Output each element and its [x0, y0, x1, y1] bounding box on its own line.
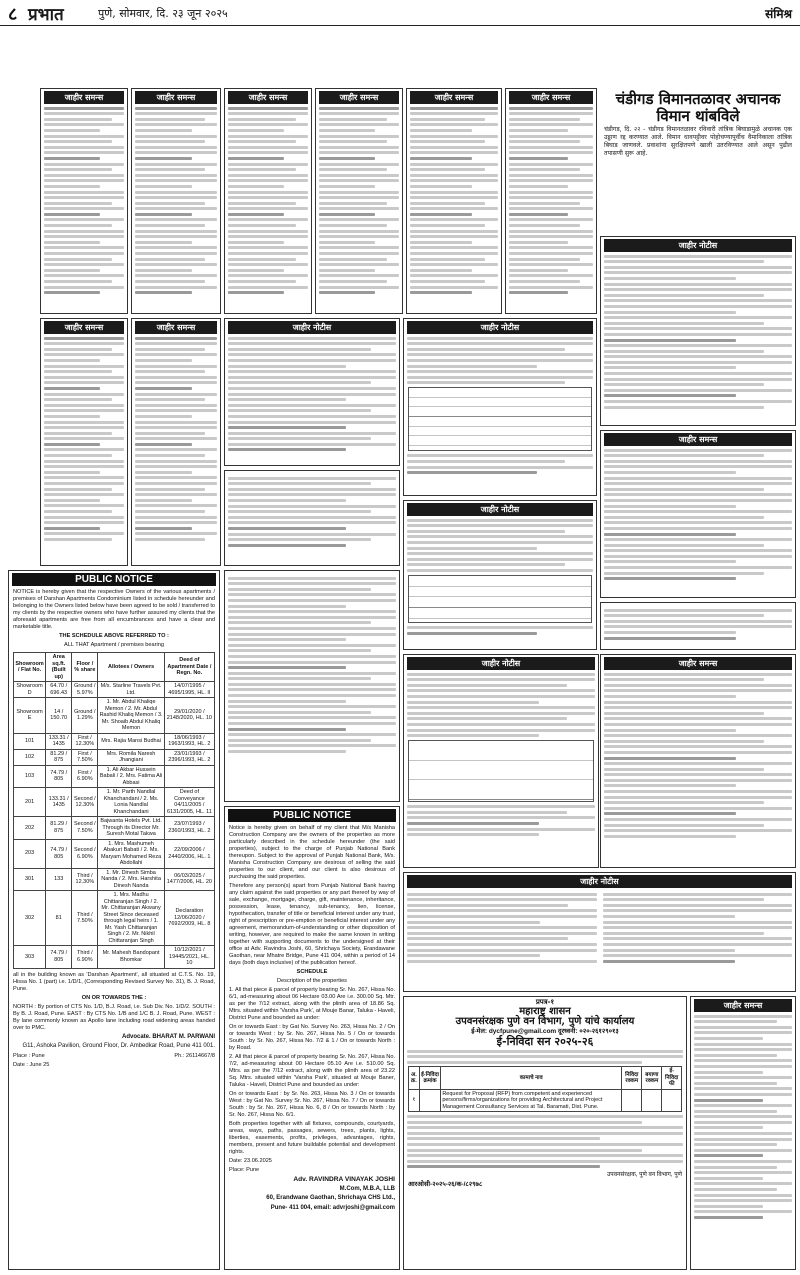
col-flat: Showroom / Flat No.: [14, 653, 46, 682]
advocate-name: Advocate. BHARAT M. PARWANI: [121, 1033, 215, 1040]
pn-mid-property-1-bounds: On or towards East : by Gat No. Survey No. 263, Hissa No. 2 / On or towards West : by Sr. No. 267, Hissa No. 5 / On or towards South : by Sr. No. 267, Hissa No. 7/2 & 1 / On or towards North : by Road.: [229, 1024, 395, 1051]
summons-header: जाहीर समन्स: [410, 91, 498, 104]
summons-box-4: [315, 88, 403, 314]
notice-box-center-3: [224, 470, 400, 566]
boundaries: NORTH : By portion of CTS No. 1/D, B.J. Road, i.e. Sub Div. No. 1/D/2. SOUTH : By B. J. Road, Pune. EAST : By CTS No. 1/B and 1/C B. J. Road, Pune. WEST : By lane commonly known as Apollo lane including road widening areas handed over to PMC.: [13, 1003, 215, 1031]
schedule-cell-area: 81.29 / 875: [46, 749, 72, 765]
schedule-row: [14, 868, 215, 891]
schedule-cell-area: 74.79 / 805: [46, 946, 72, 969]
schedule-cell-area: 74.79 / 805: [46, 839, 72, 868]
schedule-cell-area: 133.31 / 1435: [46, 733, 72, 749]
schedule-cell-no: 301: [14, 868, 46, 891]
masthead: [0, 0, 800, 26]
schedule-header-row: [14, 653, 215, 682]
schedule-cell-deed: 14/07/1995 / 4695/1995, HL. II: [164, 682, 214, 698]
schedule-cell-no: 101: [14, 733, 46, 749]
summons-box-right-3: [600, 654, 796, 868]
notice-header: जाहीर नोटीस: [407, 657, 595, 670]
tender-contact: ई-मेल: dycfpune@gmail.com दूरध्वनी: ०२०-२६१२९०१३: [471, 1028, 619, 1035]
pn-mid-place: Place: Pune: [229, 1167, 260, 1173]
tender-row: [409, 1089, 682, 1112]
public-notice-header: PUBLIC NOTICE: [12, 573, 216, 586]
schedule-row: [14, 749, 215, 765]
section-title: संमिश्र: [765, 7, 792, 21]
summons-header: जाहीर समन्स: [44, 91, 124, 104]
summons-header: जाहीर समन्स: [228, 91, 308, 104]
place-date-row: [9, 1052, 219, 1061]
schedule-cell-deed: 06/03/2025 / 1477/2006, HL. 20: [164, 868, 214, 891]
tender-office: उपवनसंरक्षक पुणे वन विभाग, पुणे यांचे कार्यालय: [455, 1016, 635, 1027]
notice-header: जाहीर नोटीस: [407, 875, 792, 888]
newspaper-logo: प्रभात: [28, 5, 64, 25]
schedule-row: [14, 839, 215, 868]
schedule-cell-floor: Second / 12.30%: [72, 788, 98, 817]
schedule-cell-floor: Third / 12.30%: [72, 868, 98, 891]
tender-row-no: १: [409, 1089, 420, 1112]
col-floor: Floor / % share: [72, 653, 98, 682]
summons-header: जाहीर समन्स: [694, 999, 792, 1012]
schedule-cell-owner: 1. Mr. Dinesh Simba Nanda / 2. Mrs. Harshita Dinesh Nanda: [98, 868, 164, 891]
schedule-cell-deed: Deed of Conveyance 04/11/2005 / 6131/2005, HL. 11: [164, 788, 214, 817]
schedule-cell-deed: Declaration 12/06/2020 / 7692/2009, HL. 8: [164, 891, 214, 946]
summons-box-5: [406, 88, 502, 314]
schedule-cell-deed: 23/01/1993 / 2396/1993, HL. 2: [164, 749, 214, 765]
tender-col-emd: बयाणा रक्कम: [642, 1067, 662, 1090]
tender-col-fee: ई-निविदा फी: [662, 1067, 682, 1090]
tender-col-no: अ. क्र.: [409, 1067, 420, 1090]
tender-row-name: Request for Proposal (RFP) from competent and experienced persons/firms/organizations for providing Architectural and Project Management Consultancy Services: [442, 1090, 603, 1110]
schedule-cell-owner: 1. Mrs. Mashumeh Abakuri Babati / 2. Ms. Maryam Mohamed Reza Abdollahi: [98, 839, 164, 868]
schedule-row: [14, 946, 215, 969]
tender-form: प्रपत्र-१: [535, 997, 555, 1006]
pn-mid-advocate: Adv. RAVINDRA VINAYAK JOSHI: [293, 1176, 395, 1183]
notice-table: [408, 387, 592, 451]
notice-box-center-5: [224, 570, 400, 802]
news-headline: चंडीगड विमानतळावर अचानक विमान थांबविले: [615, 90, 781, 125]
advocate-address: G11, Ashoka Pavilion, Ground Floor, Dr. Ambedkar Road, Pune 411 001.: [22, 1043, 215, 1049]
schedule-row: [14, 788, 215, 817]
tender-sign: उपवनसंरक्षक, पुणे वन विभाग, पुणे: [607, 1171, 682, 1178]
schedule-cell-area: 133: [46, 868, 72, 891]
notice-box-center-1: [224, 318, 400, 466]
phone: Ph.: 26114667/8: [174, 1052, 215, 1059]
schedule-cell-no: Showroom D: [14, 682, 46, 698]
schedule-cell-no: 102: [14, 749, 46, 765]
schedule-cell-owner: Mrs. Rajia Mansi Budhai: [98, 733, 164, 749]
tender-col-amount: निविदा रक्कम: [622, 1067, 642, 1090]
schedule-cell-floor: First / 7.50%: [72, 749, 98, 765]
tender-col-name: कामाचे नाव: [441, 1067, 622, 1090]
notice-box-right-3: [600, 602, 796, 650]
pn-mid-degree: M.Com, M.B.A, LLB: [339, 1185, 395, 1192]
col-deed: Deed of Apartment Date / Regn. No.: [164, 653, 214, 682]
schedule-row: [14, 765, 215, 788]
schedule-cell-deed: 18/06/1993 / 1963/1993, HL. 2: [164, 733, 214, 749]
page-number: ८: [8, 4, 18, 25]
schedule-cell-floor: Second / 6.90%: [72, 839, 98, 868]
schedule-cell-no: 302: [14, 891, 46, 946]
tender-govt: महाराष्ट्र शासन: [519, 1006, 571, 1017]
summons-box-right-2: [600, 430, 796, 598]
schedule-row: [14, 733, 215, 749]
summons-box-6: [505, 88, 597, 314]
schedule-cell-no: 202: [14, 817, 46, 840]
tender-table: [408, 1066, 682, 1112]
schedule-cell-floor: Ground / 5.97%: [72, 682, 98, 698]
schedule-cell-owner: M/s. Starline Travels Pvt. Ltd.: [98, 682, 164, 698]
summons-header: जाहीर समन्स: [319, 91, 399, 104]
summons-box-3: [224, 88, 312, 314]
col-area: Area sq.ft. (Built up): [46, 653, 72, 682]
schedule-cell-owner: Mr. Mahesh Bandopant Bhomkar: [98, 946, 164, 969]
public-notice-left: [8, 570, 220, 1270]
schedule-cell-deed: 22/09/2006 / 2440/2006, HL. 1: [164, 839, 214, 868]
schedule-table: [13, 652, 215, 969]
notice-box-right-1: [600, 236, 796, 426]
schedule-cell-no: 103: [14, 765, 46, 788]
schedule-cell-owner: Bajwanta Hotels Pvt. Ltd. Through its Director Mr. Suresh Motal Takwa: [98, 817, 164, 840]
notice-table: [408, 740, 594, 802]
pn-mid-intro: Notice is hereby given on behalf of my client that M/s Manisha Construction Company are the owners of the properties as more particularly described in the schedule hereunder (the said properties), subject to the charge of Punjab National Bank thereupon. Subject to the approval of Punjab National Bank, M/s. Manisha Construction Company are desirous of selling the said properties to our client, and our client is also desirous of purchasing the said properties.: [229, 825, 395, 880]
schedule-title: THE SCHEDULE ABOVE REFERRED TO :: [59, 633, 169, 639]
summons-header: जाहीर समन्स: [509, 91, 593, 104]
schedule-cell-floor: Third / 6.90%: [72, 946, 98, 969]
notice-box-center-6: [403, 654, 599, 868]
summons-header: जाहीर समन्स: [135, 91, 217, 104]
tender-col-id: ई-निविदा क्रमांक: [419, 1067, 441, 1090]
schedule-cell-area: 81.29 / 875: [46, 817, 72, 840]
schedule-cell-floor: Third / 7.50%: [72, 891, 98, 946]
dateline: पुणे, सोमवार, दि. २३ जून २०२५: [98, 7, 228, 20]
schedule-cell-floor: Second / 7.50%: [72, 817, 98, 840]
schedule-cell-floor: First / 6.90%: [72, 765, 98, 788]
schedule-cell-owner: 1. Ali Akbar Hussein Babali / 2. Mrs. Fatima Ali Abbasi: [99, 766, 163, 786]
boundaries-title: ON OR TOWARDS THE :: [81, 994, 147, 1001]
news-article: [600, 88, 796, 233]
pn-mid-schedule-sub: Description of the properties: [277, 978, 347, 984]
schedule-cell-deed: 10/12/2021 / 19445/2021, HL. 10: [164, 946, 214, 969]
summons-header: जाहीर समन्स: [604, 657, 792, 670]
notice-header: जाहीर नोटीस: [228, 321, 396, 334]
tender-header-row: [409, 1067, 682, 1090]
notice-header: जाहीर नोटीस: [604, 239, 792, 252]
notice-box-center-2: [403, 318, 597, 496]
notice-box-wide: [403, 872, 796, 992]
schedule-cell-area: 14 / 150.70: [46, 698, 72, 734]
pn-mid-property-3: Both properties together with all fixtures, compounds, courtyards, areas, ways, paths, passages, sewers, trees, plants, lights, liberties, easements, profits, privileges, advantages, rights, members, present and future buildable potential and development rights.: [229, 1121, 395, 1155]
public-notice-mid: [224, 806, 400, 1270]
schedule-cell-owner: 1. Mr. Parth Nandlal Khanchandani / 2. Ms. Lonia Nandlal Khanchandani: [98, 788, 164, 817]
summons-header: जाहीर समन्स: [135, 321, 217, 334]
summons-header: जाहीर समन्स: [604, 433, 792, 446]
pn-mid-property-1: 1. All that piece & parcel of property bearing Sr. No. 267, Hissa No. 6/1, ad-measuring about 06 Hectare 03.00 Are i.e. 300.00 Sq. Mtr. as per the 7/12 extract, along with the plinth area of 18.86 Sq. Mtrs. situated within 'Varsha Park', at Mouje Banar, Taluka - Haveli, District Pune and bounded as under:: [229, 987, 395, 1021]
pn-mid-address2: Pune- 411 004, email: advrjoshi@gmail.com: [270, 1204, 395, 1211]
schedule-cell-no: 201: [14, 788, 46, 817]
schedule-cell-deed: [164, 765, 214, 788]
schedule-cell-deed: 23/07/1993 / 2360/1993, HL. 2: [164, 817, 214, 840]
tender-notice: [403, 996, 687, 1270]
schedule-cell-deed: 29/01/2020 / 2148/2020, HL. 10: [164, 698, 214, 734]
pn-mid-address1: 60, Erandwane Gaothan, Shrichaya CHS Ltd.,: [266, 1195, 395, 1201]
summons-box-2: [131, 88, 221, 314]
public-notice-intro: NOTICE is hereby given that the respective Owners of the various apartments / premises of Darshan Apartments Condominium listed in schedule hereunder and belonging to the Owners listed below have been agreed to be sold / transferred to my clients by the respective owners who have further assured my clients that the aforesaid apartments are free from all encumbrances and have a clear and marketable title.: [13, 589, 215, 630]
notice-header: जाहीर नोटीस: [407, 503, 593, 516]
tender-ref: आरओसी-२०२५-२६/क-/८२९७८: [408, 1180, 483, 1188]
summons-header: जाहीर समन्स: [44, 321, 124, 334]
news-body: चंडीगड, दि. २२ - चंडीगड विमानतळावर रविवारी तांत्रिक बिघाडामुळे अचानक एक उड्डाण रद्द करण्यात आले. विमान धावपट्टीवर पोहोचण्यापूर्वीच वैमानिकाला तांत्रिक बिघाड जाणवले. प्रवाशांना सुरक्षितपणे खाली उतरविण्यात आले असून पुढील तपासणी सुरू आहे.: [604, 126, 792, 157]
schedule-cell-floor: First / 12.30%: [72, 733, 98, 749]
schedule-cell-owner: 1. Mrs. Madhu Chittaranjan Singh / 2. Mr. Chittaranjan Akwany Street Since deceased through legal heirs / 1. Mr. Yash Chittaranjan Singh / 2. Mr. Nikhil Chittaranjan Singh: [98, 891, 164, 946]
schedule-cell-area: 74.79 / 805: [46, 765, 72, 788]
pn-mid-claim: Therefore any person(s) apart from Punjab National Bank having any claim against the said properties or any part thereof by way of sale, exchange, mortgage, charge, gift, maintenance, inheritance, possession, lease, tenancy, sub-tenancy, lien, license, hypothecation, transfer of title or beneficial interest under any trust, right of prescription or pre-emption or beneficial interest under any agreement, memorandum-of-understanding or other disposition of writing, however, are required to make the same known in writing together with supporting documents to the undersigned at their office at Adv. Ravindra Joshi, 60, Shrichaya Society, Erandawane Gaothan, near Mhatre Bridge, Pune 411 004, within a period of 14 days (both days inclusive) of the publication hereof.: [229, 883, 395, 966]
pn-mid-property-2-bounds: On or towards East : by Sr. No. 263, Hissa No. 3 / On or towards West : by Gat No. Survey Sr. No. 267, Hissa No. 7 / On or towards South : by Sr. No. 267, Hissa No. 6, 8 / On or towards North : by Sr. No. 267, Hissa No. 6/1.: [229, 1091, 395, 1118]
schedule-subtitle: ALL THAT Apartment / premises bearing: [64, 642, 164, 648]
schedule-row: [14, 682, 215, 698]
pn-mid-schedule-title: SCHEDULE: [296, 969, 328, 975]
place: Place : Pune: [13, 1052, 45, 1059]
public-notice-header: PUBLIC NOTICE: [228, 809, 396, 822]
pn-mid-property-2: 2. All that piece & parcel of property bearing Sr. No. 267, Hissa No. 7/2, ad-measuring about 00 Hectare 05.10 Are i.e. 510.00 Sq. Mtrs. as per the 7/12 extract, along with the plinth area of 23.22 Sq. Mtrs. situated within 'Varsha Park', situated at Mouje Baner, Taluka - Haveli, District Pune and bounded as under:: [229, 1054, 395, 1088]
schedule-cell-no: Showroom E: [14, 698, 46, 734]
tender-notice-title: ई-निविदा सन २०२५-२६: [496, 1035, 594, 1048]
pn-mid-date: Date: 23.06.2025: [229, 1158, 272, 1164]
schedule-cell-area: 64.70 / 696.43: [46, 682, 72, 698]
schedule-cell-floor: Ground / 1.29%: [72, 698, 98, 734]
schedule-cell-owner: Mrs. Romila Naresh Jhangiani: [98, 749, 164, 765]
schedule-cell-owner: 1. Mr. Abdul Khaliqe Memon / 2. Mr. Abdul Rashid Khaliq Memon / 3. Mr. Shoaib Abdul Khaliq Memon: [99, 699, 163, 731]
summons-box-7: [40, 318, 128, 566]
schedule-row: [14, 891, 215, 946]
tender-row-place: at Tal. Baramati, Dist. Pune.: [530, 1103, 599, 1110]
schedule-cell-area: 81: [46, 891, 72, 946]
summons-box-right-4: [690, 996, 796, 1270]
notice-header: जाहीर नोटीस: [407, 321, 593, 334]
summons-box-1: [40, 88, 128, 314]
notice-box-center-4: [403, 500, 597, 650]
schedule-cell-area: 133.31 / 1435: [46, 788, 72, 817]
schedule-row: [14, 817, 215, 840]
schedule-cell-no: 303: [14, 946, 46, 969]
summons-box-8: [131, 318, 221, 566]
schedule-row: [14, 698, 215, 734]
schedule-cell-no: 203: [14, 839, 46, 868]
col-owner: Allotees / Owners: [98, 653, 164, 682]
land-description: all in the building known as 'Darshan Apartment', all situated at C.T.S. No. 19, Hissa No. 1 (part) i.e. 1/D/1, (Corresponding Revised Survey No. 31), B. J. Road, Pune.: [13, 971, 215, 992]
notice-table: [408, 575, 592, 623]
date: Date : June 25: [13, 1061, 50, 1068]
